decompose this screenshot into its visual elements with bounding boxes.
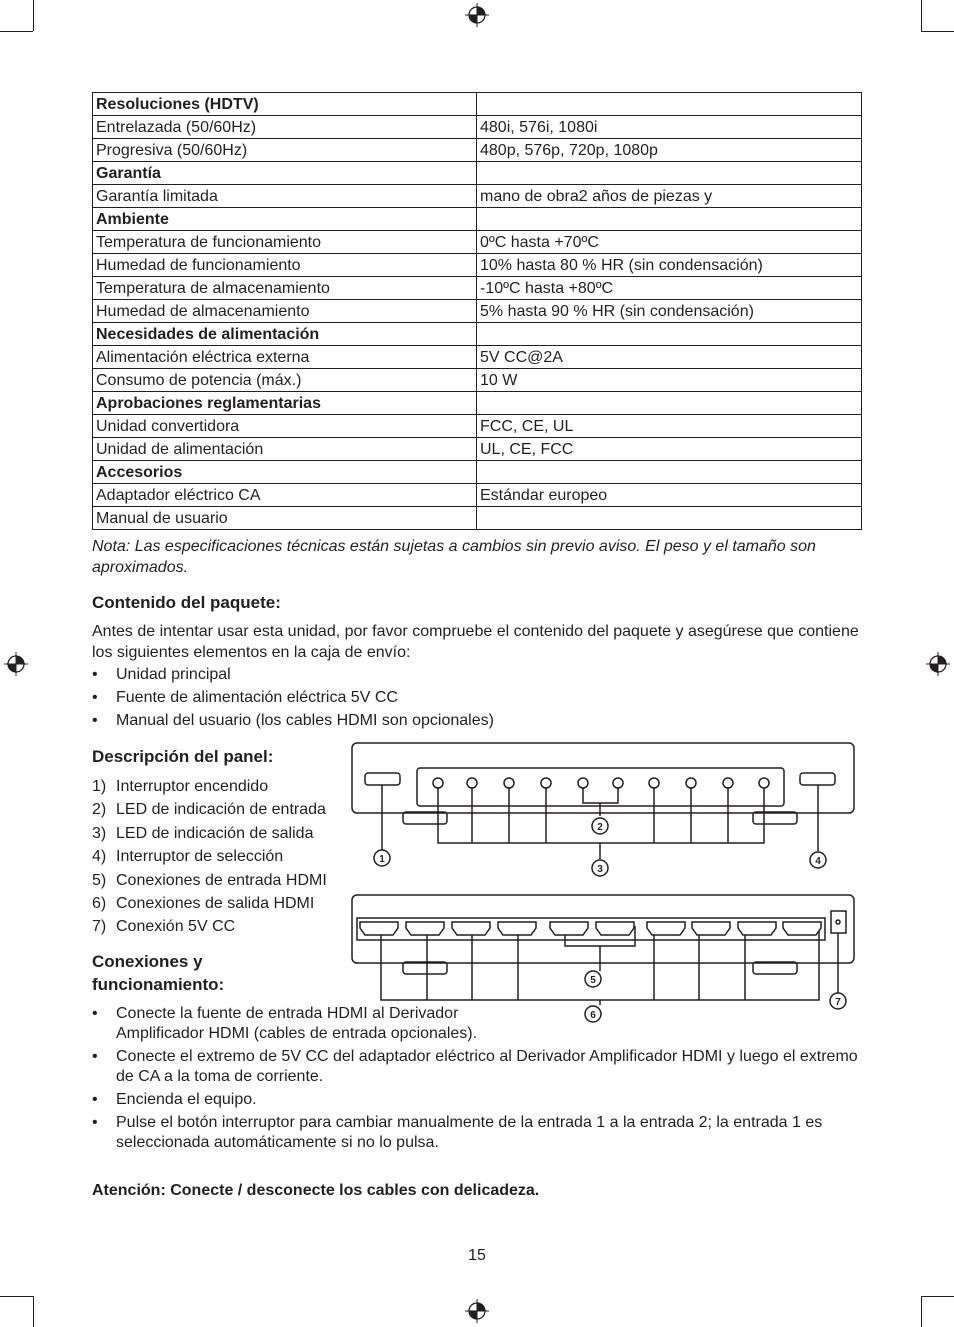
list-item: • Unidad principal — [92, 666, 231, 683]
table-cell-value: 0ºC hasta +70ºC — [477, 231, 862, 254]
table-cell-label: Aprobaciones reglamentarias — [93, 392, 477, 415]
led-indicator — [433, 778, 443, 788]
crop-mark — [33, 0, 34, 31]
registration-mark-icon — [926, 652, 950, 676]
table-cell-value — [477, 392, 862, 415]
crop-mark — [921, 0, 922, 31]
callout-label-1: 1 — [379, 854, 385, 865]
list-item-text: Interruptor encendido — [116, 778, 269, 795]
list-item: • Encienda el equipo. — [92, 1091, 257, 1108]
table-cell-value: 10 W — [477, 369, 862, 392]
list-item-number: 7) — [92, 918, 107, 936]
list-item — [92, 869, 327, 892]
led-indicator — [759, 778, 769, 788]
list-item-number: 4) — [92, 848, 107, 866]
table-cell-label: Necesidades de alimentación — [93, 323, 477, 346]
warning-text: Atención: Conecte / desconecte los cables con delicadeza. — [92, 1182, 540, 1199]
table-row — [93, 484, 862, 507]
hdmi-port — [647, 922, 685, 935]
table-row — [93, 254, 862, 277]
list-item-number: 1) — [92, 778, 107, 795]
callout-label-3: 3 — [597, 864, 603, 875]
table-row — [93, 438, 862, 461]
table-cell-label: Consumo de potencia (máx.) — [93, 369, 477, 392]
rear-foot — [403, 962, 447, 974]
crop-mark — [921, 1296, 954, 1297]
list-item — [92, 775, 327, 798]
list-item-text: LED de indicación de salida — [116, 824, 314, 842]
list-item: • Fuente de alimentación eléctrica 5V CC — [92, 689, 398, 706]
table-cell-value: 5V CC@2A — [477, 346, 862, 369]
table-cell-label: Ambiente — [93, 208, 477, 231]
hdmi-port — [360, 922, 398, 935]
table-cell-label: Garantía limitada — [93, 185, 477, 208]
front-foot — [403, 812, 447, 824]
table-row — [93, 208, 862, 231]
table-row — [93, 116, 862, 139]
table-row — [93, 277, 862, 300]
hdmi-port — [738, 922, 776, 935]
table-row — [93, 162, 862, 185]
hdmi-port — [783, 922, 821, 935]
table-cell-value: -10ºC hasta +80ºC — [477, 277, 862, 300]
list-item: • Conecte el extremo de 5V CC del adaptador eléctrico al Derivador Amplificador HDMI y luego el extremo de CA a la toma de corriente. — [92, 1048, 858, 1085]
registration-mark-icon — [465, 1299, 489, 1323]
dc-power-jack-pin — [836, 920, 840, 924]
table-row — [93, 507, 862, 530]
rear-foot — [753, 962, 797, 974]
table-row — [93, 93, 862, 116]
table-row — [93, 300, 862, 323]
list-item-number: 2) — [92, 801, 107, 819]
list-item-number: 6) — [92, 895, 107, 913]
table-cell-value — [477, 461, 862, 484]
list-item-text: Conexiones de salida HDMI — [116, 895, 315, 913]
list-item: • Conecte la fuente de entrada HDMI al Derivador Amplificador HDMI (cables de entrada opcionales). — [92, 1005, 478, 1042]
table-cell-value — [477, 208, 862, 231]
list-item-text: Interruptor de selección — [116, 848, 284, 866]
table-cell-label: Accesorios — [93, 461, 477, 484]
table-cell-label: Temperatura de almacenamiento — [93, 277, 477, 300]
table-cell-label: Entrelazada (50/60Hz) — [93, 116, 477, 139]
list-item — [92, 798, 327, 821]
package-intro: Antes de intentar usar esta unidad, por favor compruebe el contenido del paquete y asegúrese que contiene los siguientes elementos en la caja de envío: — [92, 623, 859, 661]
table-row — [93, 369, 862, 392]
table-row — [93, 185, 862, 208]
registration-mark-icon — [465, 3, 489, 27]
crop-mark — [921, 1296, 922, 1327]
table-cell-value: FCC, CE, UL — [477, 415, 862, 438]
table-cell-value — [477, 93, 862, 116]
select-switch — [800, 773, 835, 785]
hdmi-port — [452, 922, 490, 935]
callout-label-5: 5 — [590, 975, 596, 986]
table-row — [93, 139, 862, 162]
front-foot — [753, 812, 797, 824]
table-row — [93, 323, 862, 346]
callout-label-2: 2 — [597, 822, 603, 833]
crop-mark — [33, 1296, 34, 1327]
table-row — [93, 392, 862, 415]
table-cell-label: Garantía — [93, 162, 477, 185]
led-indicator — [578, 778, 588, 788]
panel-list — [92, 775, 327, 939]
led-indicator — [723, 778, 733, 788]
hdmi-port — [406, 922, 444, 935]
list-item — [92, 892, 327, 915]
list-item-number: 3) — [92, 824, 107, 842]
package-heading: Contenido del paquete: — [92, 593, 281, 612]
list-item-number: 5) — [92, 871, 107, 889]
table-cell-value — [477, 507, 862, 530]
table-cell-label: Unidad de alimentación — [93, 438, 477, 461]
table-cell-label: Progresiva (50/60Hz) — [93, 139, 477, 162]
led-indicator — [613, 778, 623, 788]
package-list — [92, 665, 862, 734]
led-indicator — [467, 778, 477, 788]
dc-power-jack — [831, 911, 846, 933]
connections-heading-line2: funcionamiento: — [92, 975, 225, 994]
table-cell-value — [477, 162, 862, 185]
crop-mark — [0, 1296, 33, 1297]
table-cell-label: Adaptador eléctrico CA — [93, 484, 477, 507]
table-cell-label: Resoluciones (HDTV) — [93, 93, 477, 116]
crop-mark — [921, 31, 954, 32]
table-row — [93, 461, 862, 484]
table-cell-label: Unidad convertidora — [93, 415, 477, 438]
list-item — [92, 915, 327, 938]
table-cell-label: Manual de usuario — [93, 507, 477, 530]
table-cell-label: Humedad de funcionamiento — [93, 254, 477, 277]
table-cell-value: mano de obra2 años de piezas y — [477, 185, 862, 208]
hdmi-port — [498, 922, 536, 935]
led-indicator — [541, 778, 551, 788]
table-cell-value: 5% hasta 90 % HR (sin condensación) — [477, 300, 862, 323]
table-cell-label: Humedad de almacenamiento — [93, 300, 477, 323]
table-row — [93, 231, 862, 254]
list-item: • Manual del usuario (los cables HDMI son opcionales) — [92, 712, 494, 729]
page-number: 15 — [468, 1247, 486, 1264]
table-cell-label: Alimentación eléctrica externa — [93, 346, 477, 369]
device-panel-diagram — [340, 738, 860, 1028]
panel-heading: Descripción del panel: — [92, 747, 274, 766]
callout-label-7: 7 — [835, 997, 841, 1008]
hdmi-port — [596, 922, 634, 935]
table-row — [93, 346, 862, 369]
table-row — [93, 415, 862, 438]
table-cell-value: Estándar europeo — [477, 484, 862, 507]
led-indicator — [686, 778, 696, 788]
list-item-text: Conexión 5V CC — [116, 918, 236, 936]
list-item-text: LED de indicación de entrada — [116, 801, 326, 819]
table-cell-value: UL, CE, FCC — [477, 438, 862, 461]
callout-label-6: 6 — [590, 1010, 596, 1021]
table-cell-value — [477, 323, 862, 346]
led-indicator — [504, 778, 514, 788]
table-cell-value: 480i, 576i, 1080i — [477, 116, 862, 139]
list-item — [92, 822, 327, 845]
hdmi-port — [550, 922, 588, 935]
table-cell-value: 480p, 576p, 720p, 1080p — [477, 139, 862, 162]
table-cell-label: Temperatura de funcionamiento — [93, 231, 477, 254]
crop-mark — [0, 31, 33, 32]
list-item: • Pulse el botón interruptor para cambiar manualmente de la entrada 1 a la entrada 2; la entrada 1 es seleccionada automáticamente si no lo pulsa. — [92, 1114, 823, 1151]
specifications-note: Nota: Las especificaciones técnicas están sujetas a cambios sin previo aviso. El peso y el tamaño son aproximados. — [92, 538, 816, 576]
led-indicator — [649, 778, 659, 788]
specifications-table — [92, 92, 862, 530]
hdmi-port — [692, 922, 730, 935]
power-switch — [365, 773, 400, 785]
table-cell-value: 10% hasta 80 % HR (sin condensación) — [477, 254, 862, 277]
callout-label-4: 4 — [815, 856, 821, 867]
registration-mark-icon — [4, 652, 28, 676]
list-item-text: Conexiones de entrada HDMI — [116, 871, 327, 889]
connections-heading-line1: Conexiones y — [92, 952, 203, 971]
list-item — [92, 845, 327, 868]
